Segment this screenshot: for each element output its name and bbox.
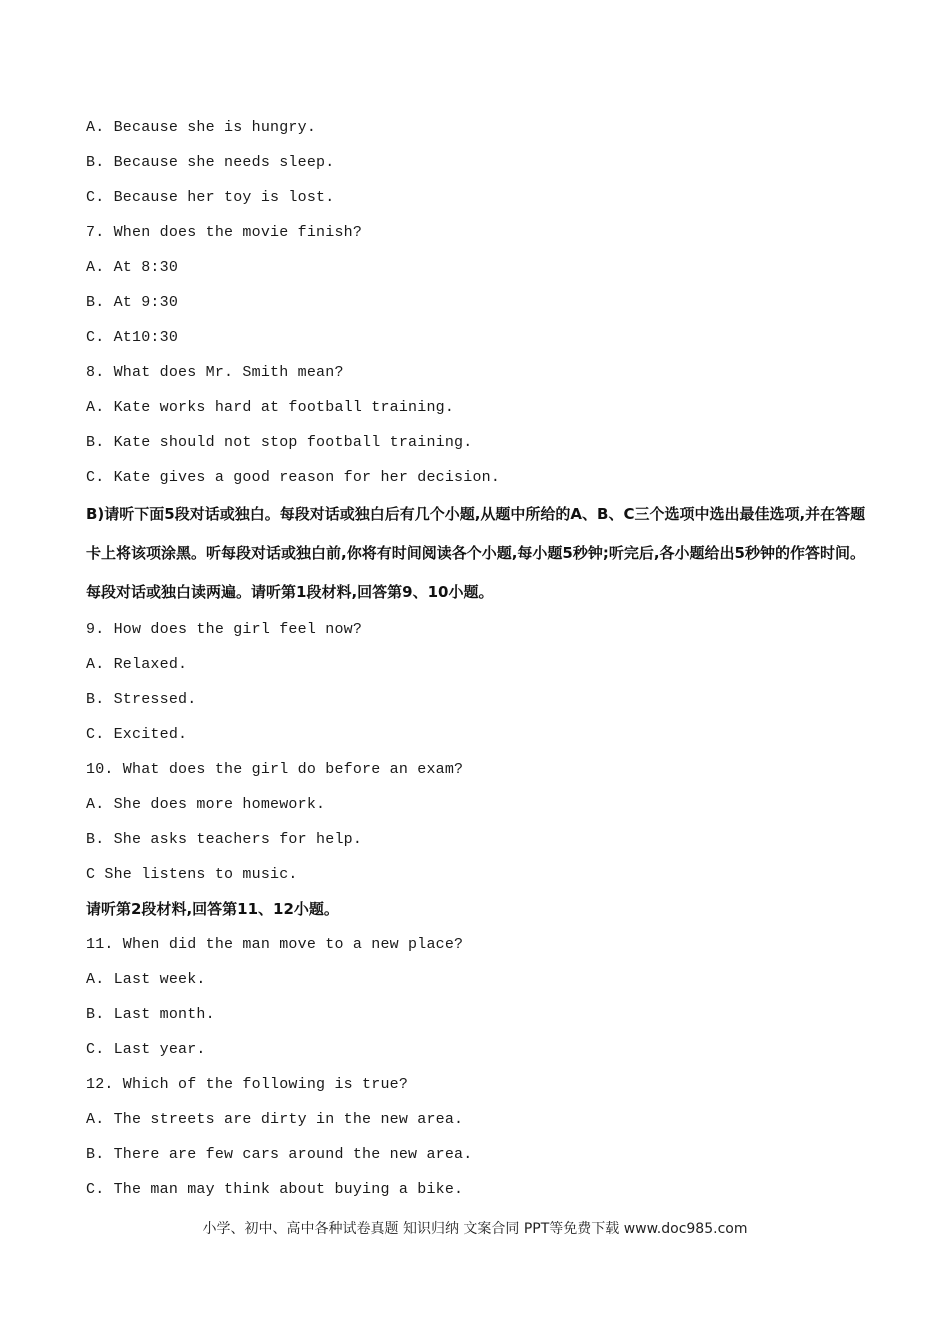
page-footer: 小学、初中、高中各种试卷真题 知识归纳 文案合同 PPT等免费下载 www.doc985.com	[202, 1221, 748, 1237]
q11-option-c: C. Last year.	[86, 1041, 206, 1058]
q8-option-c: C. Kate gives a good reason for her decision.	[86, 469, 501, 486]
q9-option-b: B. Stressed.	[86, 691, 197, 708]
document-body	[86, 110, 876, 1207]
q12-question: 12. Which of the following is true?	[86, 1076, 409, 1093]
q7-option-a: A. At 8:30	[86, 259, 179, 276]
q10-option-a: A. She does more homework.	[86, 796, 326, 813]
q10-option-b: B. She asks teachers for help.	[86, 831, 363, 848]
q10-question: 10. What does the girl do before an exam?	[86, 761, 464, 778]
q8-option-a: A. Kate works hard at football training.	[86, 399, 455, 416]
q8-question: 8. What does Mr. Smith mean?	[86, 364, 344, 381]
passage2-instructions: 请听第2段材料,回答第11、12小题。	[86, 900, 339, 918]
q10-option-c: C She listens to music.	[86, 866, 298, 883]
q6-option-a: A. Because she is hungry.	[86, 119, 317, 136]
q12-option-c: C. The man may think about buying a bike.	[86, 1181, 464, 1198]
section-b-instructions: B)请听下面5段对话或独白。每段对话或独白后有几个小题,从题中所给的A、B、C三个选项中选出最佳选项,并在答题卡上将该项涂黑。听每段对话或独白前,你将有时间阅读各个小题,每小题5秒钟;听完后,各小题给出5秒钟的作答时间。每段对话或独白读两遍。请听第1段材料,回答第9、10小题。	[86, 505, 866, 601]
q12-option-a: A. The streets are dirty in the new area.	[86, 1111, 464, 1128]
q7-question: 7. When does the movie finish?	[86, 224, 363, 241]
q12-option-b: B. There are few cars around the new area.	[86, 1146, 473, 1163]
q9-option-c: C. Excited.	[86, 726, 188, 743]
q7-option-b: B. At 9:30	[86, 294, 179, 311]
q9-option-a: A. Relaxed.	[86, 656, 188, 673]
q7-option-c: C. At10:30	[86, 329, 179, 346]
q11-option-a: A. Last week.	[86, 971, 206, 988]
q6-option-b: B. Because she needs sleep.	[86, 154, 335, 171]
q11-option-b: B. Last month.	[86, 1006, 215, 1023]
q8-option-b: B. Kate should not stop football training.	[86, 434, 473, 451]
q6-option-c: C. Because her toy is lost.	[86, 189, 335, 206]
q11-question: 11. When did the man move to a new place?	[86, 936, 464, 953]
q9-question: 9. How does the girl feel now?	[86, 621, 363, 638]
